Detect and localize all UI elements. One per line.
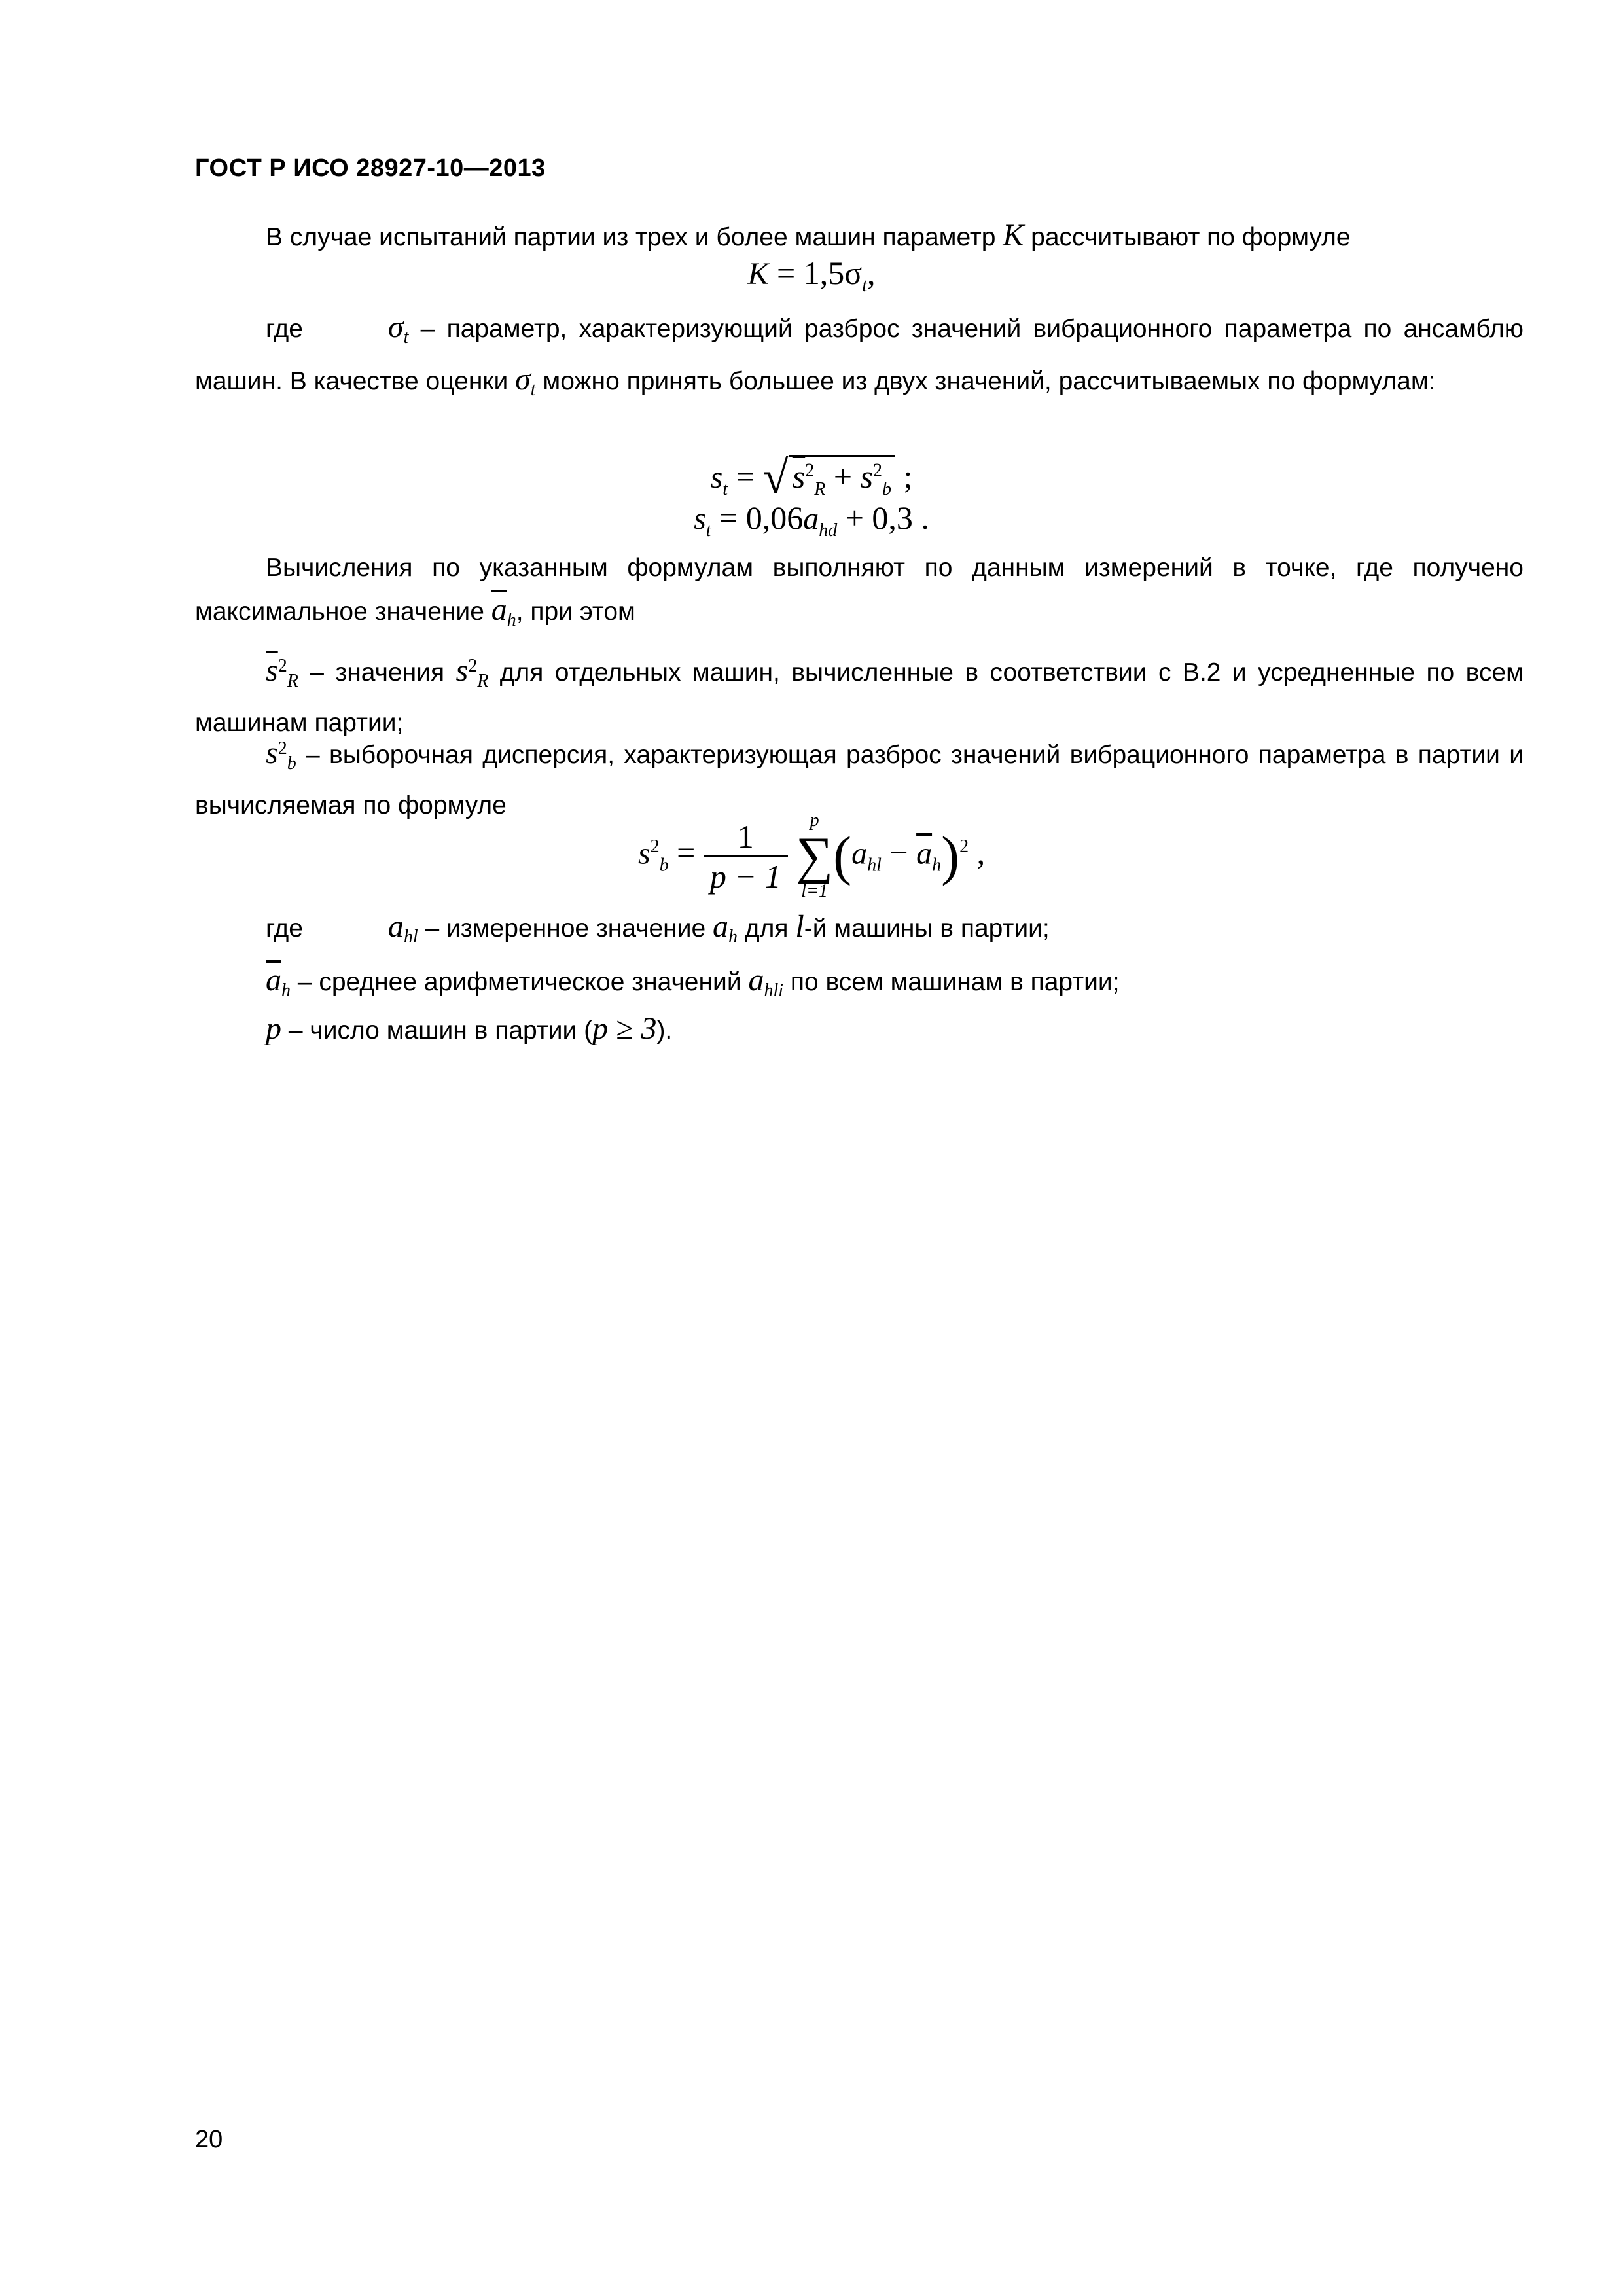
p6-text2: для xyxy=(744,914,789,942)
p1-text-after: рассчитывают по формуле xyxy=(1031,223,1351,251)
p6-text3: -й машины в партии; xyxy=(804,914,1050,942)
f4-num: 1 xyxy=(704,817,788,857)
p8-p: p xyxy=(266,1011,281,1046)
p1-text-before: В случае испытаний партии из трех и более машин параметр xyxy=(266,223,996,251)
p6-l: l xyxy=(795,909,804,944)
f2-lhs: s xyxy=(710,460,723,495)
f3-a-sub: hd xyxy=(819,520,838,541)
p3-a: $\overline{a}$ xyxy=(491,592,507,627)
p7-a-2-sub: hli xyxy=(764,980,784,1001)
f2-a: s xyxy=(792,458,806,495)
p7-a-sub: h xyxy=(281,980,291,1001)
f2-plus: + xyxy=(833,458,853,495)
f3-lhs: s xyxy=(694,501,706,536)
p3-text2: , при этом xyxy=(516,598,635,626)
f4-rparen: ) xyxy=(941,825,960,887)
formula-st-sqrt xyxy=(0,445,1623,503)
p4-s: $\overline{s}$ xyxy=(266,653,278,688)
f2-lhs-sub: t xyxy=(722,479,728,499)
f4-a1-sub: hl xyxy=(867,855,882,876)
f2-b-sub: b xyxy=(882,479,892,499)
f4-lhs-sub: b xyxy=(659,855,669,876)
paragraph-ah-mean xyxy=(195,960,1524,1012)
paragraph-sigma-definition xyxy=(195,306,1524,411)
p7-text1: – среднее арифметическое значений xyxy=(297,968,741,996)
f2-a-sub: R xyxy=(814,479,826,499)
f4-sum-top: p xyxy=(810,810,819,831)
sqrt-icon: √ xyxy=(762,451,789,503)
f4-eq: = xyxy=(677,834,696,871)
p2-sigma-sub: t xyxy=(403,327,409,348)
f4-lhs-sup: 2 xyxy=(650,836,660,857)
f4-lparen: ( xyxy=(833,825,852,887)
f4-minus: − xyxy=(889,834,908,871)
f1-sub: t xyxy=(862,276,867,296)
f2-b: s xyxy=(860,458,874,495)
p4-text1: – значения xyxy=(310,658,445,687)
paragraph-p-count xyxy=(195,1008,1524,1052)
f4-a2: $\overline{a}$ xyxy=(916,836,933,871)
p4-s-2: s xyxy=(455,653,469,688)
formula-sb2 xyxy=(0,812,1623,901)
f2-b-sup: 2 xyxy=(873,460,883,481)
f2-a-sup: 2 xyxy=(805,460,815,481)
p8-cond: p ≥ 3 xyxy=(592,1011,657,1046)
sigma-sum-icon: ∑ xyxy=(796,827,834,885)
page-number: 20 xyxy=(195,2126,223,2153)
p2-sigma: σ xyxy=(387,310,404,344)
p3-text1: Вычисления по указанным формулам выполняют по данным измерений в точке, где получено максимальное значение xyxy=(195,554,1524,626)
p7-a: $\overline{a}$ xyxy=(266,963,281,997)
f4-sup: 2 xyxy=(959,836,969,857)
p6-a-sub: hl xyxy=(403,926,418,947)
f2-tail: ; xyxy=(903,458,913,495)
f4-fraction xyxy=(704,817,788,895)
formula-k xyxy=(0,254,1623,296)
var-k: K xyxy=(1003,218,1024,253)
p6-text1: – измеренное значение xyxy=(425,914,706,942)
p8-text1: – число машин в партии ( xyxy=(288,1016,593,1045)
paragraph-batch-test xyxy=(195,215,1524,259)
f4-a2-sub: h xyxy=(932,855,942,876)
f4-a1: a xyxy=(851,836,868,871)
p4-text2: для отдельных машин, вычисленные в соответствии с В.2 и усредненные по всем машинам партии; xyxy=(195,658,1524,737)
f4-sum xyxy=(796,812,833,901)
formula-st-linear xyxy=(0,499,1623,541)
p5-s-sub: b xyxy=(287,753,296,774)
p2-sigma-sub-2: t xyxy=(530,379,536,400)
p6-a: a xyxy=(387,909,404,944)
paragraph-ahl xyxy=(195,906,1524,958)
p4-s-sub-2: R xyxy=(477,670,489,691)
p7-a-2: a xyxy=(748,963,764,997)
p5-s: s xyxy=(266,736,278,770)
f1-tail: , xyxy=(866,255,876,291)
f3-tail: + 0,3 . xyxy=(845,499,929,536)
f2-sqrt xyxy=(762,445,895,503)
p7-text2: по всем машинам в партии; xyxy=(790,968,1120,996)
p4-s-sub: R xyxy=(287,670,298,691)
p4-s-sup-2: 2 xyxy=(468,656,478,676)
p2-text1: – параметр, характеризующий разброс значений вибрационного параметра по ансамблю машин. В качестве оценки xyxy=(195,315,1524,395)
p6-a-2: a xyxy=(713,909,729,944)
f1-rhs: = 1,5σ xyxy=(777,255,863,291)
f4-tail: , xyxy=(976,834,986,871)
p6-where: где xyxy=(266,914,303,942)
p6-a-2-sub: h xyxy=(728,926,738,947)
paragraph-calculations xyxy=(195,547,1524,641)
f4-lhs: s xyxy=(637,836,651,871)
f4-sum-bottom: l=1 xyxy=(801,881,828,901)
f3-a: a xyxy=(803,501,819,536)
f3-lhs-sub: t xyxy=(705,520,711,541)
p3-a-sub: h xyxy=(507,609,516,630)
f4-den: p − 1 xyxy=(709,857,781,895)
p8-text2: ). xyxy=(656,1016,673,1045)
f2-eq: = xyxy=(736,458,755,495)
p4-s-sup: 2 xyxy=(277,656,287,676)
p2-text2: можно принять большее из двух значений, рассчитываемых по формулам: xyxy=(543,367,1436,395)
p2-sigma-2: σ xyxy=(515,361,531,397)
f1-lhs: K xyxy=(747,257,769,291)
standard-code-header: ГОСТ Р ИСО 28927-10—2013 xyxy=(195,154,546,182)
p5-text: – выборочная дисперсия, характеризующая разброс значений вибрационного параметра в партии и вычисляемая по формуле xyxy=(195,741,1524,819)
p2-where: где xyxy=(266,315,303,343)
f2-sqrt-body xyxy=(789,455,895,499)
p5-s-sup: 2 xyxy=(277,738,287,759)
f3-eq: = 0,06 xyxy=(719,499,804,536)
